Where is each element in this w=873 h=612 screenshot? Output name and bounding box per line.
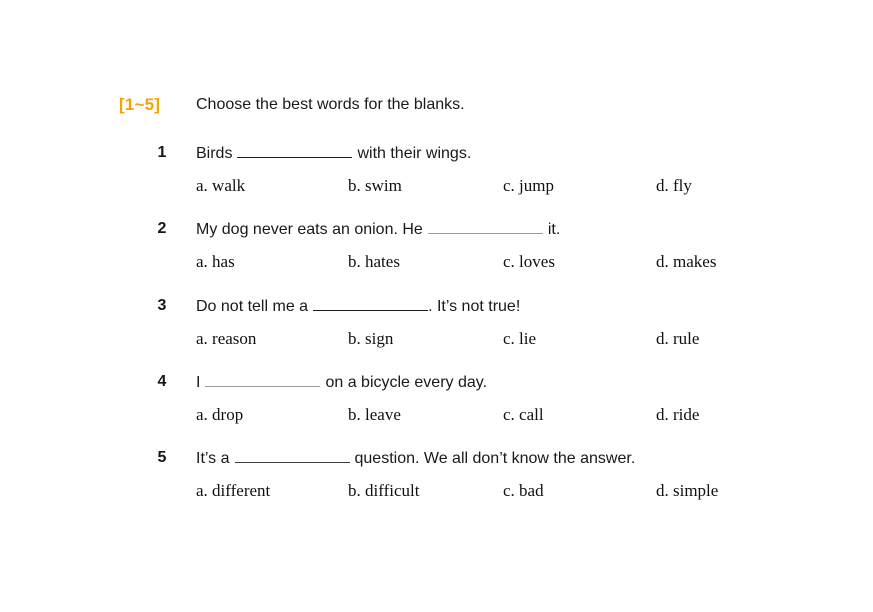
option-b: b. difficult: [348, 481, 420, 500]
question-number: 2: [157, 220, 167, 237]
question-number: 5: [157, 449, 167, 466]
option-c: c. bad: [503, 481, 544, 500]
option-a: a. different: [196, 481, 271, 500]
option-c: c. lie: [503, 329, 537, 348]
answer-blank: [428, 220, 543, 234]
question-text-before: My dog never eats an onion. He: [196, 221, 423, 238]
question-row: [0, 144, 873, 166]
question-row: [0, 297, 873, 319]
answer-blank: [205, 373, 320, 387]
answer-blank: [313, 297, 428, 311]
option-d: d. ride: [656, 405, 700, 424]
options-row: [0, 481, 873, 503]
option-b: b. swim: [348, 176, 402, 195]
option-d: d. fly: [656, 176, 692, 195]
question-row: [0, 373, 873, 395]
question-text: [196, 220, 560, 239]
question-text-after: . It’s not true!: [428, 298, 521, 315]
question-range-label: [1~5]: [119, 95, 161, 114]
option-c: c. call: [503, 405, 544, 424]
answer-blank: [237, 144, 352, 158]
question-text: [196, 144, 471, 163]
option-a: a. walk: [196, 176, 246, 195]
question-row: [0, 220, 873, 242]
option-b: b. sign: [348, 329, 394, 348]
options-row: [0, 252, 873, 274]
question-text-before: Do not tell me a: [196, 298, 309, 315]
question-number: 3: [157, 297, 167, 314]
option-a: a. has: [196, 252, 235, 271]
instruction-row: [0, 95, 873, 117]
question-text: [196, 449, 635, 468]
question-text: [196, 297, 520, 316]
question-text-after: question. We all don’t know the answer.: [354, 450, 636, 467]
options-row: [0, 329, 873, 351]
question-number: 4: [157, 373, 167, 390]
question-text-before: Birds: [196, 145, 233, 162]
option-a: a. drop: [196, 405, 244, 424]
instruction-text: Choose the best words for the blanks.: [196, 96, 465, 113]
question-text-before: It’s a: [196, 450, 230, 467]
option-d: d. makes: [656, 252, 717, 271]
option-d: d. simple: [656, 481, 719, 500]
question-text-after: it.: [547, 221, 561, 238]
question-text-after: with their wings.: [357, 145, 472, 162]
options-row: [0, 176, 873, 198]
answer-blank: [235, 449, 350, 463]
option-b: b. hates: [348, 252, 400, 271]
options-row: [0, 405, 873, 427]
option-a: a. reason: [196, 329, 257, 348]
option-c: c. jump: [503, 176, 554, 195]
option-d: d. rule: [656, 329, 700, 348]
option-c: c. loves: [503, 252, 555, 271]
question-row: [0, 449, 873, 471]
question-number: 1: [157, 144, 167, 161]
question-text: [196, 373, 487, 392]
question-text-after: on a bicycle every day.: [325, 374, 488, 391]
question-text-before: I: [196, 374, 201, 391]
option-b: b. leave: [348, 405, 401, 424]
